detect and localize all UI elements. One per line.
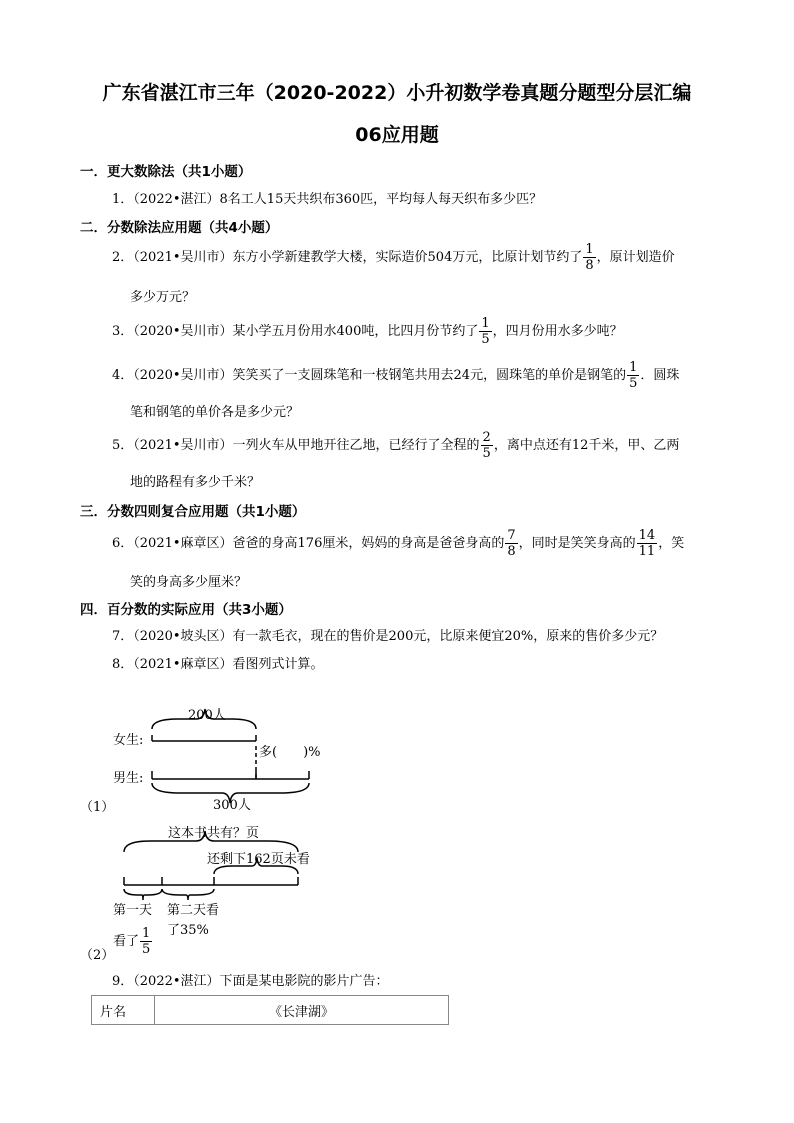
denominator: 11	[638, 544, 656, 559]
section-4-heading: 四．百分数的实际应用（共3小题）	[80, 602, 292, 618]
numerator: 1	[481, 316, 490, 331]
question-3-text-b: ，四月份用水多少吨？	[492, 324, 623, 339]
title-line-1: 广东省湛江市三年（2020-2022）小升初数学卷真题分题型分层汇编	[102, 82, 692, 104]
diagram-2-total-label: 这本书共有？页	[168, 826, 260, 841]
fraction	[140, 926, 152, 957]
denominator: 5	[629, 376, 638, 391]
question-6-text-b: ，同时是笑笑身高的	[518, 536, 636, 551]
question-3-text: 3．（2020•吴川市）某小学五月份用水400吨，比四月份节约了	[112, 324, 479, 339]
diagram-1-more-label: 多( )%	[259, 745, 321, 760]
question-4-cont: 笔和钢笔的单价各是多少元？	[130, 405, 300, 420]
diagram-2-day2-label: 第二天看	[167, 903, 220, 918]
denominator: 5	[482, 446, 491, 461]
numerator: 1	[142, 926, 151, 941]
film-table	[91, 995, 449, 1025]
diagram-2-pct-label: 了35%	[167, 923, 209, 938]
question-7: 7．（2020•坡头区）有一款毛衣，现在的售价是200元，比原来便宜20%，原来的售价多少元？	[112, 629, 664, 644]
denominator: 5	[142, 942, 151, 957]
question-6-text: 6．（2021•麻章区）爸爸的身高176厘米，妈妈的身高是爸爸身高的	[112, 536, 505, 551]
diagram-1-top-label: 200人	[188, 708, 226, 723]
table-value-cell: 《长津湖》	[155, 996, 449, 1025]
numerator: 1	[585, 242, 594, 257]
table-row	[92, 996, 449, 1025]
denominator: 8	[585, 258, 594, 273]
question-2-text-b: ，原计划造价	[596, 250, 675, 265]
title-line-2: 06应用题	[355, 124, 439, 146]
question-4-text: 4．（2020•吴川市）笑笑买了一支圆珠笔和一枝钢笔共用去24元，圆珠笔的单价是钢笔的	[112, 368, 627, 383]
diagram-2-seen-label	[113, 926, 153, 957]
question-8: 8．（2021•麻章区）看图列式计算。	[112, 657, 324, 672]
numerator: 14	[638, 528, 656, 543]
question-5-text: 5．（2021•吴川市）一列火车从甲地开往乙地，已经行了全程的	[112, 438, 480, 453]
diagram-1-bottom-label: 300人	[213, 798, 251, 813]
diagram-1-number: （1）	[80, 800, 115, 815]
diagram-2-day1-label: 第一天	[113, 903, 153, 918]
numerator: 2	[482, 430, 491, 445]
diagram-2-number: （2）	[80, 948, 115, 963]
denominator: 5	[481, 332, 490, 347]
section-1-heading: 一．更大数除法（共1小题）	[80, 164, 252, 180]
question-6-cont: 笑的身高多少厘米？	[130, 575, 248, 590]
question-1: 1．（2022•湛江）8名工人15天共织布360匹，平均每人每天织布多少匹？	[112, 192, 543, 207]
diagram-1-girls-label: 女生:	[113, 733, 144, 748]
section-2-heading: 二．分数除法应用题（共4小题）	[80, 220, 279, 236]
diagram-2-seen-text: 看了	[113, 934, 140, 949]
diagram-2-remain-label: 还剩下162页未看	[207, 852, 310, 867]
section-3-heading: 三．分数四则复合应用题（共1小题）	[80, 504, 306, 520]
denominator: 8	[507, 544, 516, 559]
numerator: 7	[507, 528, 516, 543]
table-header-cell: 片名	[92, 996, 155, 1025]
question-5-cont: 地的路程有多少千米？	[130, 475, 261, 490]
question-9: 9．（2022•湛江）下面是某电影院的影片广告：	[112, 974, 389, 989]
numerator: 1	[629, 360, 638, 375]
question-2-text: 2．（2021•吴川市）东方小学新建教学大楼，实际造价504万元，比原计划节约了	[112, 250, 583, 265]
question-5-text-b: ，离中点还有12千米，甲、乙两	[493, 438, 680, 453]
question-6-text-c: ，笑	[658, 536, 685, 551]
question-2-cont: 多少万元？	[130, 290, 196, 305]
question-4-text-b: ．圆珠	[640, 368, 680, 383]
diagram-1-boys-label: 男生:	[113, 771, 144, 786]
